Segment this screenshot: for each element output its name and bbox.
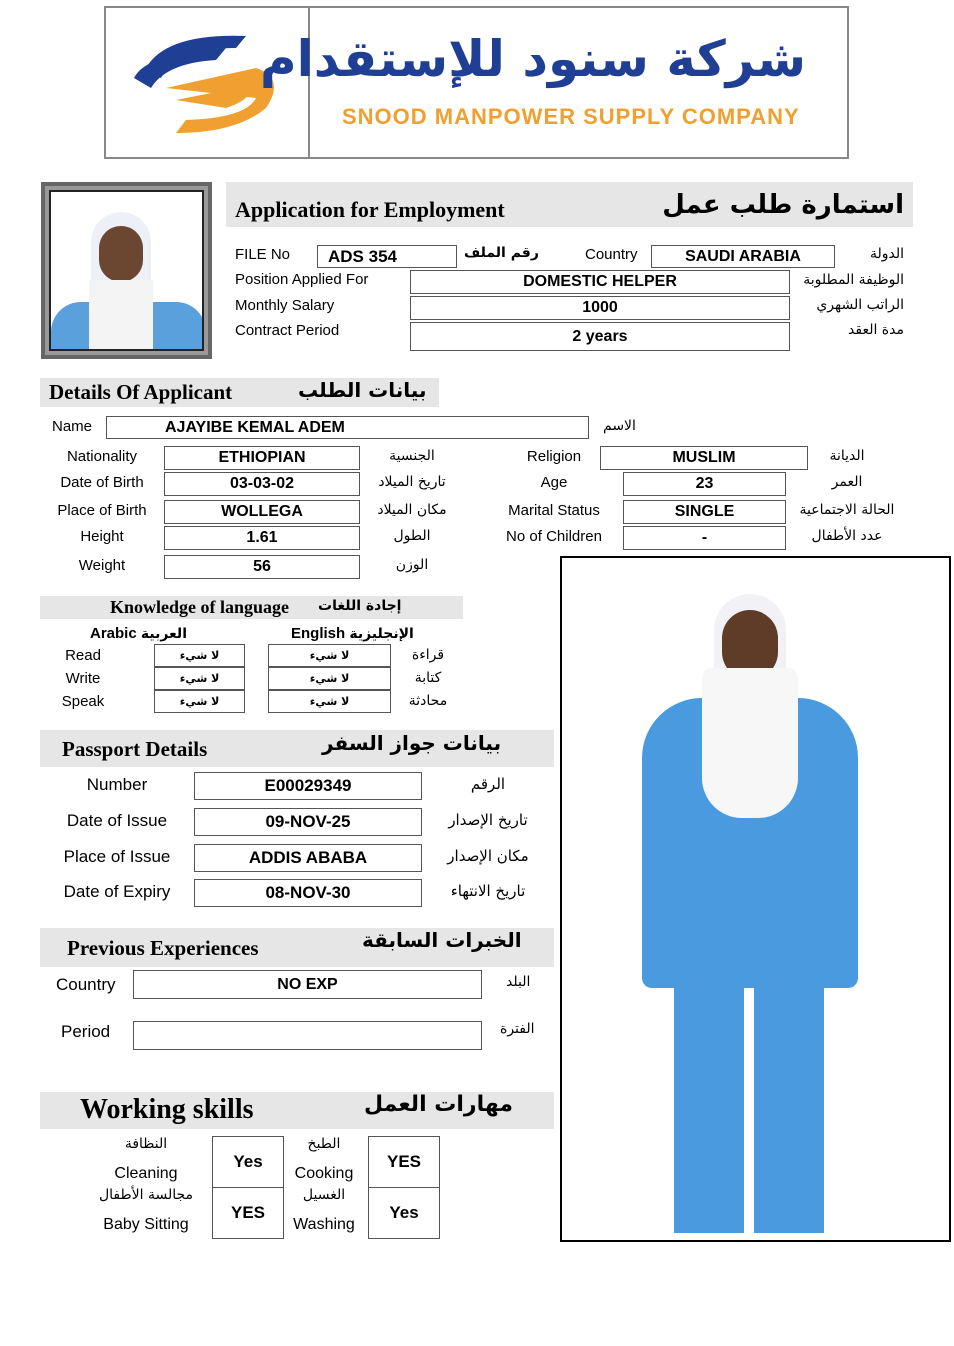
passport-header-en: Passport Details: [62, 737, 208, 761]
language-skill-label: Speak: [61, 693, 105, 710]
passport-field: 09-NOV-25: [194, 808, 422, 836]
salary-label: Monthly Salary: [235, 297, 335, 314]
country-field: SAUDI ARABIA: [651, 245, 835, 268]
language-skill-ar: محادثة: [408, 693, 448, 709]
language-skill-label: Read: [65, 647, 101, 664]
detail-field: 23: [623, 472, 786, 496]
company-header: [104, 6, 849, 159]
detail-label-ar: الديانة: [829, 448, 865, 464]
arabic-ar: العربية: [140, 626, 187, 642]
skill-label: Baby Sitting: [103, 1216, 189, 1233]
passport-label: Place of Issue: [63, 847, 171, 866]
language-skill-ar: كتابة: [414, 670, 442, 686]
passport-label: Number: [86, 775, 148, 794]
detail-label-ar: الحالة الاجتماعية: [799, 502, 895, 518]
arabic-level-field: لا شيء: [154, 667, 245, 690]
detail-label-ar: تاريخ الميلاد: [378, 474, 446, 490]
title-en: Application for Employment: [235, 197, 505, 222]
detail-field: WOLLEGA: [164, 500, 360, 524]
skill-value: Yes: [212, 1136, 284, 1188]
exp-country-ar: البلد: [506, 974, 531, 990]
file-no-label: FILE No: [235, 246, 291, 263]
skill-label-ar: مجالسة الأطفال: [98, 1187, 194, 1203]
name-label: Name: [52, 418, 93, 435]
language-skill-ar: قراءة: [411, 647, 445, 663]
detail-label: Date of Birth: [60, 474, 144, 491]
skill-value: Yes: [368, 1187, 440, 1239]
detail-label: Marital Status: [508, 502, 600, 519]
applicant-photo-full: [560, 556, 951, 1242]
detail-label: Religion: [526, 448, 582, 465]
position-label: Position Applied For: [235, 271, 369, 288]
details-header-ar: بيانات الطلب: [298, 378, 427, 402]
exp-period-label: Period: [61, 1022, 111, 1041]
detail-field: MUSLIM: [600, 446, 808, 470]
arabic-level-field: لا شيء: [154, 644, 245, 667]
skills-header-ar: مهارات العمل: [364, 1092, 513, 1117]
salary-ar: الراتب الشهري: [816, 297, 904, 313]
detail-field: 56: [164, 555, 360, 579]
detail-label-ar: العمر: [831, 474, 863, 490]
arabic-en: Arabic: [90, 625, 137, 642]
salary-field: 1000: [410, 296, 790, 320]
skill-label-ar: النظافة: [124, 1136, 168, 1152]
language-skill-label: Write: [65, 670, 101, 687]
file-no-ar: رقم الملف: [464, 245, 539, 261]
exp-period-field: [133, 1021, 482, 1050]
detail-label-ar: عدد الأطفال: [811, 528, 883, 544]
country-ar: الدولة: [869, 246, 904, 262]
language-header-en: Knowledge of language: [110, 597, 290, 617]
exp-period-ar: الفترة: [500, 1021, 535, 1037]
passport-header-ar: بيانات جواز السفر: [322, 731, 502, 755]
passport-label: Date of Issue: [66, 811, 168, 830]
skill-label: Cleaning: [114, 1165, 178, 1182]
skill-value: YES: [212, 1187, 284, 1239]
detail-field: SINGLE: [623, 500, 786, 524]
language-header-ar: إجادة اللغات: [318, 598, 402, 614]
detail-label: Weight: [78, 557, 126, 574]
contract-field: 2 years: [410, 322, 790, 351]
applicant-photo-small: [41, 182, 212, 359]
detail-label-ar: الجنسية: [389, 448, 435, 464]
position-field: DOMESTIC HELPER: [410, 270, 790, 294]
contract-label: Contract Period: [235, 322, 340, 339]
english-level-field: لا شيء: [268, 644, 391, 667]
detail-label-ar: الوزن: [395, 557, 429, 573]
experience-header-ar: الخبرات السابقة: [362, 928, 522, 952]
skill-label: Cooking: [294, 1165, 354, 1182]
english-level-field: لا شيء: [268, 667, 391, 690]
skill-label: Washing: [293, 1216, 355, 1233]
details-header-en: Details Of Applicant: [49, 380, 233, 404]
exp-country-field: NO EXP: [133, 970, 482, 999]
english-col-header: [291, 625, 414, 642]
experience-header-en: Previous Experiences: [67, 936, 259, 960]
passport-label-ar: مكان الإصدار: [447, 847, 529, 865]
skills-header-en: Working skills: [80, 1094, 254, 1125]
title-ar: استمارة طلب عمل: [662, 190, 904, 220]
exp-country-label: Country: [56, 975, 116, 994]
detail-label: Height: [80, 528, 124, 545]
company-name-ar: شركة سنود للإستقدام: [259, 30, 806, 88]
detail-label: Nationality: [66, 448, 138, 465]
passport-label-ar: تاريخ الإصدار: [448, 811, 528, 829]
contract-ar: مدة العقد: [848, 322, 904, 338]
detail-label: Place of Birth: [57, 502, 147, 519]
passport-field: ADDIS ABABA: [194, 844, 422, 872]
detail-field: -: [623, 526, 786, 550]
detail-label-ar: الطول: [393, 528, 431, 544]
passport-label: Date of Expiry: [63, 882, 171, 901]
name-field: AJAYIBE KEMAL ADEM: [106, 416, 589, 439]
detail-label: Age: [540, 474, 568, 491]
company-name-en: SNOOD MANPOWER SUPPLY COMPANY: [342, 104, 800, 129]
arabic-level-field: لا شيء: [154, 690, 245, 713]
name-ar: الاسم: [603, 418, 636, 434]
arabic-col-header: [90, 625, 187, 642]
english-ar: الإنجليزية: [349, 626, 414, 642]
passport-field: 08-NOV-30: [194, 879, 422, 907]
position-ar: الوظيفة المطلوبة: [803, 272, 904, 288]
detail-field: 1.61: [164, 526, 360, 550]
english-level-field: لا شيء: [268, 690, 391, 713]
detail-field: 03-03-02: [164, 472, 360, 496]
file-no-field: ADS 354: [317, 245, 457, 268]
skill-value: YES: [368, 1136, 440, 1188]
detail-label: No of Children: [506, 528, 602, 545]
detail-label-ar: مكان الميلاد: [377, 502, 447, 518]
country-label: Country: [585, 246, 638, 263]
english-en: English: [291, 625, 346, 642]
skill-label-ar: الغسيل: [302, 1187, 346, 1203]
passport-field: E00029349: [194, 772, 422, 800]
skill-label-ar: الطبخ: [307, 1136, 341, 1152]
detail-field: ETHIOPIAN: [164, 446, 360, 470]
passport-label-ar: الرقم: [470, 775, 506, 793]
passport-label-ar: تاريخ الانتهاء: [450, 882, 526, 900]
